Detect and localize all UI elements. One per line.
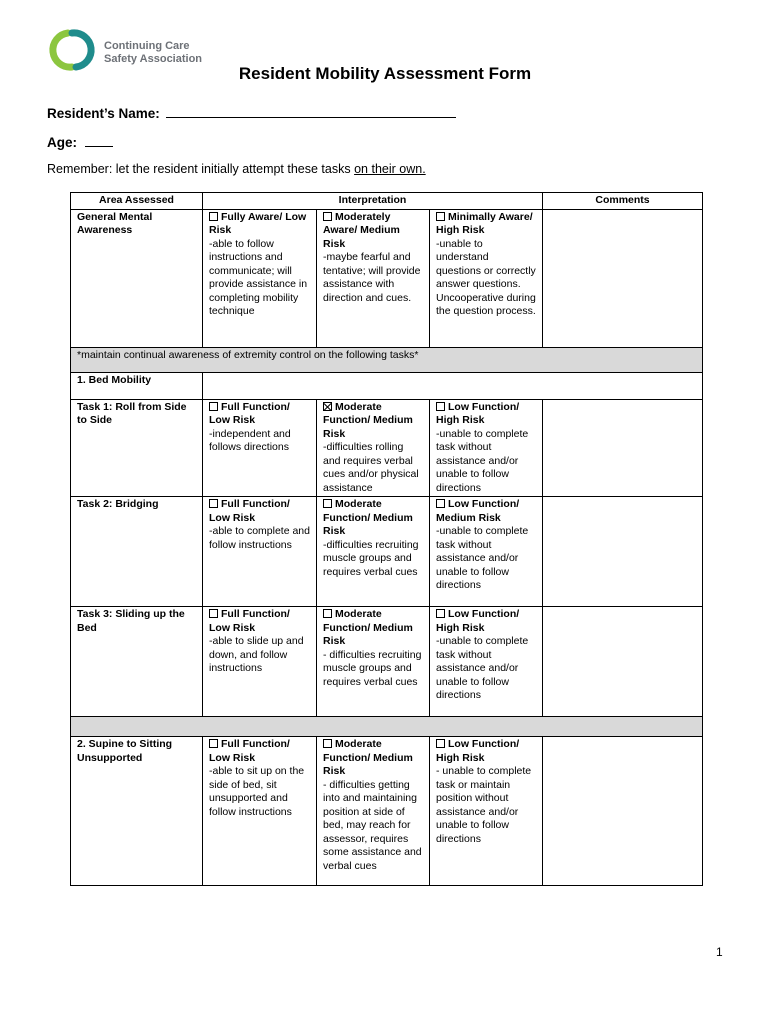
option-cell[interactable]: Moderate Function/ Medium Risk -difficulties rolling and requires verbal cues and/or physical assistance xyxy=(317,399,430,497)
header-interpretation: Interpretation xyxy=(203,193,543,210)
resident-name-line[interactable] xyxy=(166,105,456,118)
checkbox[interactable] xyxy=(323,739,332,748)
comments-cell[interactable] xyxy=(543,399,703,497)
option-cell[interactable]: Moderate Function/ Medium Risk - difficulties recruiting muscle groups and requires verbal cues xyxy=(317,607,430,717)
page-number: 1 xyxy=(716,945,723,959)
option-cell[interactable]: Low Function/ High Risk -unable to complete task without assistance and/or unable to follow directions xyxy=(430,607,543,717)
option-cell[interactable]: Moderately Aware/ Medium Risk -maybe fearful and tentative; will provide assistance with direction and cues. xyxy=(317,209,430,347)
checkbox[interactable] xyxy=(436,609,445,618)
checkbox[interactable] xyxy=(436,212,445,221)
comments-cell[interactable] xyxy=(543,737,703,886)
option-cell[interactable]: Low Function/ High Risk -unable to complete task without assistance and/or unable to follow directions xyxy=(430,399,543,497)
checkbox[interactable] xyxy=(323,609,332,618)
table-row-section2 xyxy=(71,737,703,886)
age-label: Age: xyxy=(47,135,77,150)
age-field[interactable] xyxy=(47,134,113,150)
option-cell[interactable]: Moderate Function/ Medium Risk - difficulties getting into and maintaining position at side of bed, may reach for assessor, requires some assistance and verbal cues xyxy=(317,737,430,886)
option-cell[interactable]: Full Function/ Low Risk -independent and follows directions xyxy=(203,399,317,497)
instruction-text: Remember: let the resident initially attempt these tasks on their own. xyxy=(47,162,426,176)
table-row-awareness xyxy=(71,209,703,347)
option-cell[interactable]: Low Function/ Medium Risk -unable to complete task without assistance and/or unable to follow directions xyxy=(430,497,543,607)
logo-text: Continuing Care Safety Association xyxy=(104,40,203,65)
option-cell[interactable]: Fully Aware/ Low Risk -able to follow instructions and communicate; will provide assistance in completing mobility technique xyxy=(203,209,317,347)
checkbox[interactable] xyxy=(209,739,218,748)
area-label: Task 3: Sliding up the Bed xyxy=(71,607,203,717)
assessment-table xyxy=(70,192,703,886)
option-cell[interactable]: Full Function/ Low Risk -able to sit up on the side of bed, sit unsupported and follow instructions xyxy=(203,737,317,886)
table-header-row xyxy=(71,193,703,210)
option-cell[interactable]: Low Function/ High Risk - unable to complete task or maintain position without assistance and/or unable to follow directions xyxy=(430,737,543,886)
table-row-note xyxy=(71,347,703,372)
table-row-divider xyxy=(71,717,703,737)
table-row-task3 xyxy=(71,607,703,717)
section-label: 1. Bed Mobility xyxy=(71,372,203,399)
table-row-section1 xyxy=(71,372,703,399)
table-row-task2 xyxy=(71,497,703,607)
area-label: Task 2: Bridging xyxy=(71,497,203,607)
checkbox[interactable] xyxy=(209,402,218,411)
comments-cell[interactable] xyxy=(543,209,703,347)
checkbox[interactable] xyxy=(436,499,445,508)
checkbox[interactable] xyxy=(436,739,445,748)
checkbox[interactable] xyxy=(323,212,332,221)
header-area: Area Assessed xyxy=(71,193,203,210)
checkbox[interactable] xyxy=(323,499,332,508)
checkbox[interactable] xyxy=(436,402,445,411)
checked-checkbox[interactable] xyxy=(323,402,332,411)
header-comments: Comments xyxy=(543,193,703,210)
option-cell[interactable]: Minimally Aware/ High Risk -unable to understand questions or correctly answer questions. Uncooperative during the question process. xyxy=(430,209,543,347)
age-line[interactable] xyxy=(85,134,113,147)
table-row-task1 xyxy=(71,399,703,497)
area-label: Task 1: Roll from Side to Side xyxy=(71,399,203,497)
option-cell[interactable]: Full Function/ Low Risk -able to slide up and down, and follow instructions xyxy=(203,607,317,717)
checkbox[interactable] xyxy=(209,609,218,618)
comments-cell[interactable] xyxy=(543,607,703,717)
area-label: 2. Supine to Sitting Unsupported xyxy=(71,737,203,886)
option-cell[interactable]: Full Function/ Low Risk -able to complete and follow instructions xyxy=(203,497,317,607)
checkbox[interactable] xyxy=(209,499,218,508)
area-label: General Mental Awareness xyxy=(71,209,203,347)
comments-cell[interactable] xyxy=(543,497,703,607)
resident-name-field[interactable] xyxy=(47,105,456,121)
option-cell[interactable]: Moderate Function/ Medium Risk -difficulties recruiting muscle groups and requires verbal cues xyxy=(317,497,430,607)
note-text: *maintain continual awareness of extremity control on the following tasks* xyxy=(71,347,703,372)
page-title: Resident Mobility Assessment Form xyxy=(238,64,532,83)
checkbox[interactable] xyxy=(209,212,218,221)
resident-name-label: Resident’s Name: xyxy=(47,106,160,121)
